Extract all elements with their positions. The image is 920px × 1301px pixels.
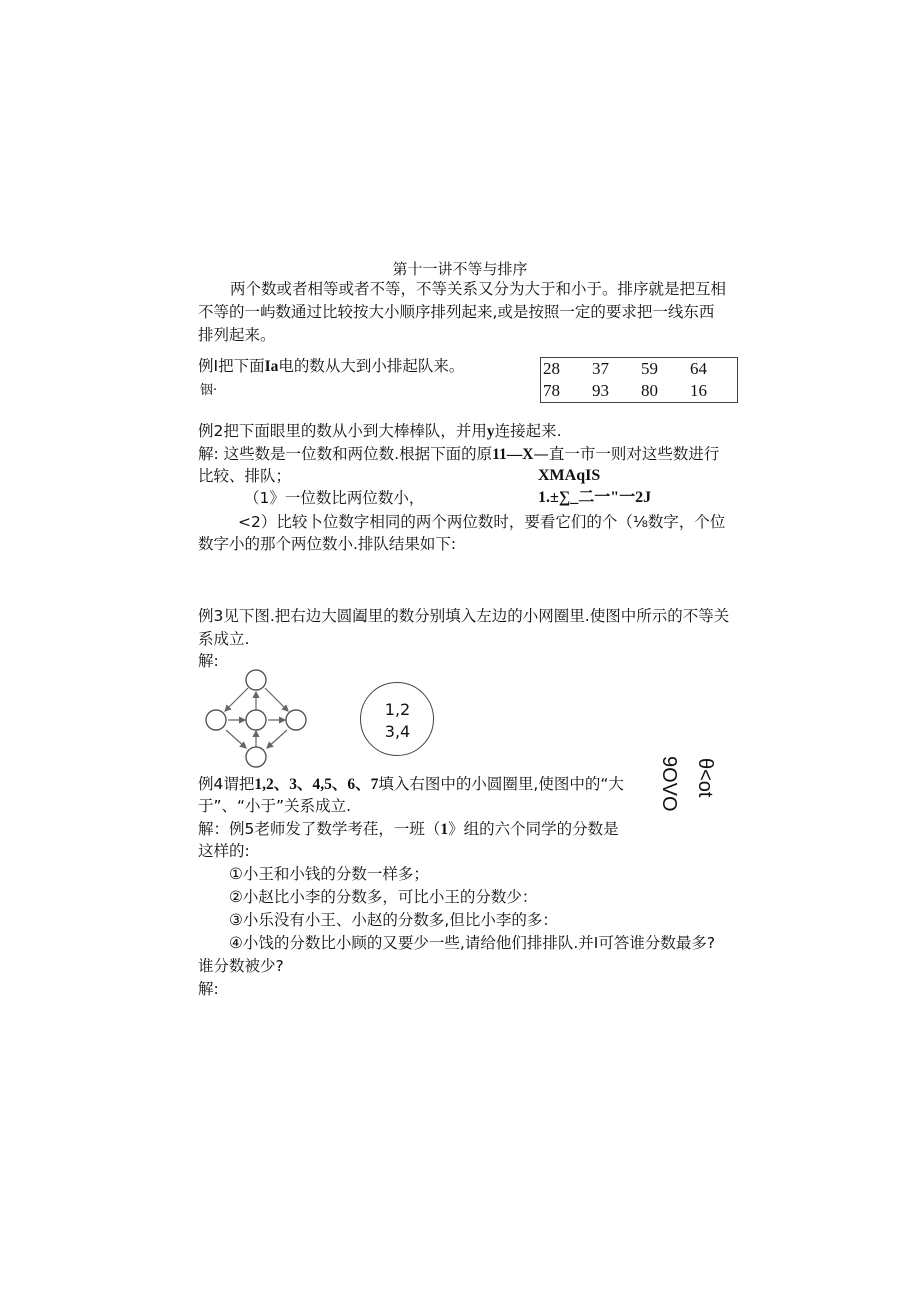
example-5-line-1b: 》组的六个同学的分数是 (448, 820, 619, 838)
example-3-line-1: 例3见下图.把右边大圆阖里的数分别填入左边的小网圈里.使图中所示的不等关 (198, 607, 730, 625)
example-5-line-2: 这样的: (198, 842, 250, 860)
example-2-solution (198, 443, 719, 466)
example-4-suffix: 填入右图中的小圆圈里,使图中的“大 (378, 775, 624, 793)
example-2-line-2: 比较、排队； (198, 467, 292, 485)
table-cell: 37 (592, 359, 609, 378)
example-2-solution-a: 解: 这些数是一位数和两位数.根据下面的原 (198, 445, 493, 463)
arrow-line (225, 688, 248, 711)
small-circle (246, 670, 266, 690)
example-5-last-line: 谁分数被少? (198, 957, 284, 975)
example-2-solution-b: —直一市一则对这些数进行 (533, 445, 720, 463)
example-5-item-2: ②小赵比小李的分数多，可比小王的分数少： (229, 888, 538, 906)
example-5-item-1: ①小王和小钱的分数一样多； (229, 865, 429, 883)
example-4-line-2: 于”、“小于”关系成立. (198, 797, 352, 815)
table-cell: 28 (543, 359, 560, 378)
circle-network-diagram (198, 664, 318, 769)
example-1-mark: Ia (264, 358, 279, 375)
small-circle (246, 710, 266, 730)
example-5-item-3: ③小乐没有小王、小赵的分数多,但比小李的多： (229, 911, 558, 929)
example-5-item-4: ④小饯的分数比小顾的又要少一些,请给他们排排队.并I可答谁分数最多? (229, 934, 716, 952)
big-circle-bottom-numbers: 3,4 (384, 722, 411, 741)
table-cell: 64 (690, 359, 707, 378)
intro-line-1: 两个数或者相等或者不等，不等关系又分为大于和小于。排序就是把互相 (230, 280, 727, 298)
example-2-question (198, 420, 562, 443)
example-4-line-1 (198, 773, 624, 796)
big-circle (360, 682, 434, 756)
table-cell: 80 (641, 381, 658, 400)
table-cell: 78 (543, 381, 560, 400)
table-cell: 93 (592, 381, 609, 400)
intro-line-3: 排列起来。 (198, 326, 276, 344)
table-cell: 16 (690, 381, 707, 400)
example-4-nums: 1,2、3、4,5、6、7 (254, 776, 379, 793)
example-2-point-1: （1》一位数比两位数小， (244, 489, 425, 507)
example-5-line-1-bold: 1 (440, 821, 449, 838)
arrow-line (265, 688, 288, 711)
example-4-side-figure-a: 9OVO (658, 756, 680, 812)
small-circle (286, 710, 306, 730)
example-2-solution-bold: 11—X (492, 446, 534, 463)
example-2-side-note-2: 1.±∑_二一"一2J (538, 489, 652, 506)
example-2-prefix: 例2把下面眼里的数从小到大棒棒队，并用 (198, 422, 487, 440)
example-2-point-2b: 数字小的那个两位数小.排队结果如下: (198, 535, 457, 553)
intro-line-2: 不等的一屿数通过比较按大小顺序排列起来,或是按照一定的要求把一线东西 (198, 303, 715, 321)
small-circle (246, 747, 266, 767)
example-4-prefix: 例4谓把 (198, 775, 255, 793)
table-row (541, 358, 738, 381)
example-5-line-1a: 解：例5老师发了数学考荏，一班（ (198, 820, 441, 838)
example-2-side-note-1: XMAqIS (538, 467, 601, 484)
small-circle (206, 710, 226, 730)
table-cell: 59 (641, 359, 658, 378)
example-1-label: 例I把下面 (198, 357, 265, 375)
example-5-line-1 (198, 818, 619, 841)
example-1-number-table (540, 357, 738, 403)
table-row (541, 380, 738, 403)
example-3-line-2: 系成立. (198, 630, 250, 648)
example-1-answer: 铟· (200, 383, 218, 398)
arrow-line (267, 730, 287, 748)
example-1-rest: 电的数从大到小排起队来。 (278, 357, 465, 375)
example-2-y: y (486, 423, 495, 440)
example-2-suffix: 连接起来. (494, 422, 562, 440)
example-5-solution: 解: (198, 980, 219, 998)
arrow-line (226, 730, 246, 748)
example-4-side-figure-b: θ<ot (694, 758, 716, 798)
example-2-point-2: <2）比较卜位数字相同的两个两位数时，要看它们的个（⅛数字，个位 (238, 513, 726, 531)
big-circle-top-numbers: 1,2 (384, 700, 411, 719)
example-3-solution: 解: (198, 652, 219, 670)
page-title: 第十一讲不等与排序 (392, 260, 528, 278)
example-1-question (198, 355, 464, 378)
